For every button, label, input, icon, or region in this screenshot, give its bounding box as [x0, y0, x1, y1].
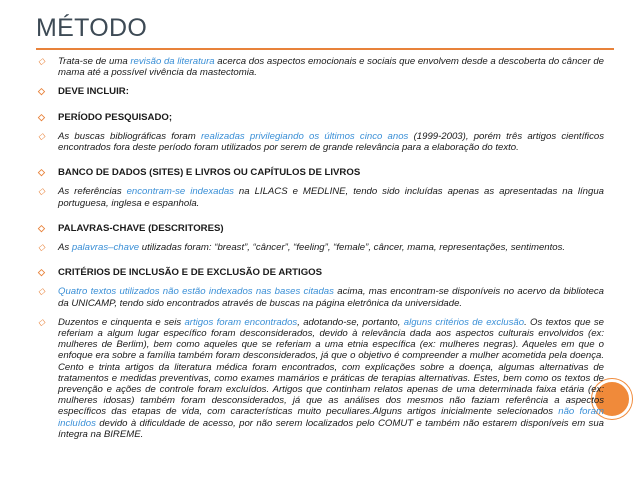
- title-underline: [36, 48, 614, 50]
- item-heading: BANCO DE DADOS (SITES) E LIVROS OU CAPÍTULOS DE LIVROS: [58, 167, 361, 179]
- item-highlight: encontram-se indexadas: [126, 186, 234, 198]
- diamond-bullet-icon: ◇: [38, 316, 45, 327]
- item-heading: CRITÉRIOS DE INCLUSÃO E DE EXCLUSÃO DE ARTIGOS: [58, 267, 323, 279]
- item-highlight: não foram incluídos: [58, 406, 604, 429]
- slide-title: MÉTODO: [36, 14, 148, 42]
- item-highlight: alguns critérios de exclusão: [403, 316, 525, 328]
- diamond-bullet-icon: ◇: [38, 222, 45, 233]
- item-text: na LILACS e MEDLINE, tendo sido incluídas apenas as apresentadas na língua portuguesa, inglesa e espanhola.: [58, 186, 604, 209]
- item-text: acima, mas encontram-se disponíveis no acervo da biblioteca da UNICAMP, tendo sido encontrados através de buscas na página eletrônica da universidade.: [58, 286, 604, 309]
- item-text: devido à dificuldade de acesso, por não serem localizados pelo COMUT e também não estarem disponíveis em sua íntegra na BIREME.: [58, 417, 604, 440]
- diamond-bullet-icon: ◇: [38, 111, 45, 122]
- item-heading: PERÍODO PESQUISADO;: [58, 111, 173, 123]
- item-highlight: revisão da literatura: [130, 56, 215, 67]
- list-item-criterios-heading: [36, 267, 604, 278]
- item-highlight: realizadas privilegiando os últimos cinco anos: [200, 130, 409, 142]
- diamond-bullet-icon: ◇: [38, 56, 45, 66]
- diamond-bullet-icon: ◇: [38, 186, 45, 197]
- list-item-banco-de-dados: [36, 167, 604, 178]
- diamond-bullet-icon: ◇: [38, 286, 45, 297]
- item-text: As buscas bibliográficas foram: [58, 130, 201, 142]
- item-text: Duzentos e cinquenta e seis: [58, 316, 185, 328]
- diamond-bullet-icon: ◇: [38, 86, 45, 97]
- diamond-bullet-icon: ◇: [38, 130, 45, 141]
- list-item-revisao: [36, 56, 604, 78]
- list-item-quatro-textos: [36, 286, 604, 308]
- item-text: As referências: [58, 186, 127, 198]
- list-item-palavras-chave: [36, 242, 604, 253]
- list-item-buscas: [36, 131, 604, 153]
- item-text: utilizadas foram: “breast”, “câncer”, “feeling”, “female”, câncer, mama, representações, sentimentos.: [139, 242, 566, 254]
- item-highlight: artigos foram encontrados: [184, 316, 298, 328]
- list-item-palavras-chave-heading: [36, 223, 604, 234]
- item-text: , adotando-se, portanto,: [297, 316, 404, 328]
- item-text: . Os textos que se referiam a algum lugar específico foram desconsiderados, devido à relevância dada aos aspectos culturais envolvidos (ex: mulheres de Berlim), bem como aqueles que se referiam a uma etnia específica (ex: mulheres negras). Aqueles em que o enfoque era sobre a família também foram desconsiderados, já que o objetivo é compreender a mulher acometida pela doença. Cento e trinta artigos da literatura médica foram encontrados, com explicações sobre a doença, algumas alternativas de tratamentos e medidas preventivas, como exames mamários e práticas de terapias alternativas. Estes, bem como os textos de prevenção e ações de controle foram excluídos. Artigos que continham relatos apenas de uma determinada faixa etária (ex: mulheres idosas) também foram desconsiderados, já que as análises dos mesmos não faziam referência a aspectos específicos das etapas de vida, com características muito peculiares.Alguns artigos inicialmente selecionados: [58, 316, 605, 418]
- diamond-bullet-icon: ◇: [38, 242, 45, 253]
- item-text: As: [58, 242, 72, 254]
- item-text: Trata-se de uma: [58, 56, 131, 67]
- item-heading: DEVE INCLUIR:: [58, 86, 129, 98]
- list-item-periodo: [36, 112, 604, 123]
- list-item-referencias: [36, 186, 604, 208]
- diamond-bullet-icon: ◇: [38, 167, 45, 178]
- bullet-list: [36, 56, 604, 440]
- list-item-duzentos: [36, 317, 604, 440]
- item-text: (1999-2003), porém três artigos científicos encontrados fora deste período foram utilizados por serem de grande relevância para a elaboração do texto.: [58, 130, 604, 154]
- item-text: acerca dos aspectos emocionais e sociais que envolvem desde a descoberta do câncer de mama até a possível vivência da mastectomia.: [58, 56, 604, 79]
- item-highlight: Quatro textos utilizados não estão indexados nas bases citadas: [58, 286, 334, 298]
- list-item-deve-incluir: [36, 86, 604, 97]
- item-highlight: palavras–chave: [71, 242, 140, 254]
- item-heading: PALAVRAS-CHAVE (DESCRITORES): [58, 222, 224, 234]
- diamond-bullet-icon: ◇: [38, 267, 45, 278]
